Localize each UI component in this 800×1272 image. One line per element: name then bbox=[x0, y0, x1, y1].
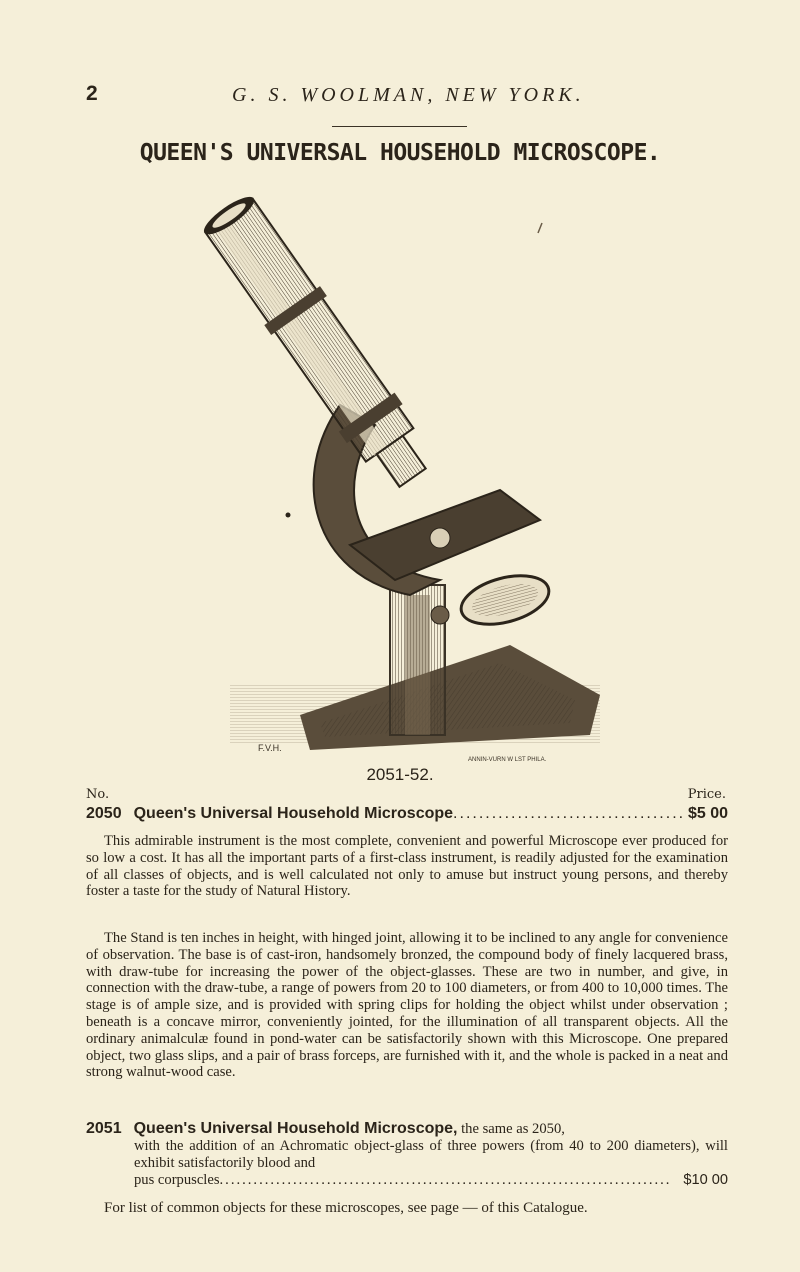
column-headings bbox=[86, 787, 726, 807]
item-name: Queen's Universal Household Microscope, bbox=[133, 1120, 458, 1137]
engraver-mark: F.V.H. bbox=[258, 743, 282, 753]
leader-dots bbox=[453, 805, 684, 823]
item-description: with the addition of an Achromatic object-glass of three powers (from 40 to 200 diameters), will exhibit satisfactorily blood and bbox=[134, 1138, 728, 1171]
item-price: $10 00 bbox=[683, 1171, 728, 1188]
microscope-engraving bbox=[200, 175, 620, 765]
item-desc-end: pus corpuscles bbox=[134, 1171, 220, 1188]
running-title: G. S. WOOLMAN, NEW YORK. bbox=[232, 84, 585, 106]
catalog-item-2051 bbox=[86, 1120, 728, 1189]
description-paragraph-2: The Stand is ten inches in height, with hinged joint, allowing it to be inclined to any angle for convenience of observation. The base is of cast-iron, handsomely bronzed, the compound body of finely lacquered brass, with draw-tube for increasing the power of the object-glasses. These are two in number, and give, in connection with the draw-tube, a range of powers from 20 to 100 diameters, or from 400 to 10,000 times. The stage is of ample size, and is provided with spring clips for holding the object whilst under observation ; beneath is a concave mirror, conveniently jointed, for the illumination of all transparent objects. All the ordinary animalculæ found in pond-water can be satisfactorily shown with this Microscope. One prepared object, two glass slips, and a pair of brass forceps, are furnished with it, and the whole is packed in a neat and strong walnut-wood case. bbox=[86, 930, 728, 1081]
item-name: Queen's Universal Household Microscope bbox=[133, 805, 454, 822]
figure-caption: 2051-52. bbox=[366, 765, 434, 784]
description-paragraph-1: This admirable instrument is the most complete, convenient and powerful Microscope ever produced for so low a cost. It has all the important parts of a first-class instrument, is readily adjusted for the examination of all classes of objects, and is well calculated not only to amuse but instruct young persons, and thereby foster a taste for the study of Natural History. bbox=[86, 833, 728, 900]
item-price: $5 00 bbox=[687, 805, 728, 822]
item-number: 2050 bbox=[86, 805, 122, 822]
column-price-label: Price. bbox=[687, 787, 726, 802]
footer-note: For list of common objects for these microscopes, see page — of this Catalogue. bbox=[104, 1200, 588, 1216]
leader-dots bbox=[220, 1172, 680, 1189]
column-no-label: No. bbox=[86, 787, 110, 802]
page-number: 2 bbox=[86, 82, 98, 105]
item-number: 2051 bbox=[86, 1120, 122, 1137]
page-title: QUEEN'S UNIVERSAL HOUSEHOLD MICROSCOPE. bbox=[139, 140, 661, 166]
item-desc-start: the same as 2050, bbox=[457, 1121, 565, 1137]
page-header bbox=[0, 82, 800, 112]
header-rule bbox=[332, 126, 467, 127]
catalog-item-2050 bbox=[86, 805, 728, 823]
engraver-signature: ANNIN-VURN W LST PHILA. bbox=[468, 757, 547, 763]
